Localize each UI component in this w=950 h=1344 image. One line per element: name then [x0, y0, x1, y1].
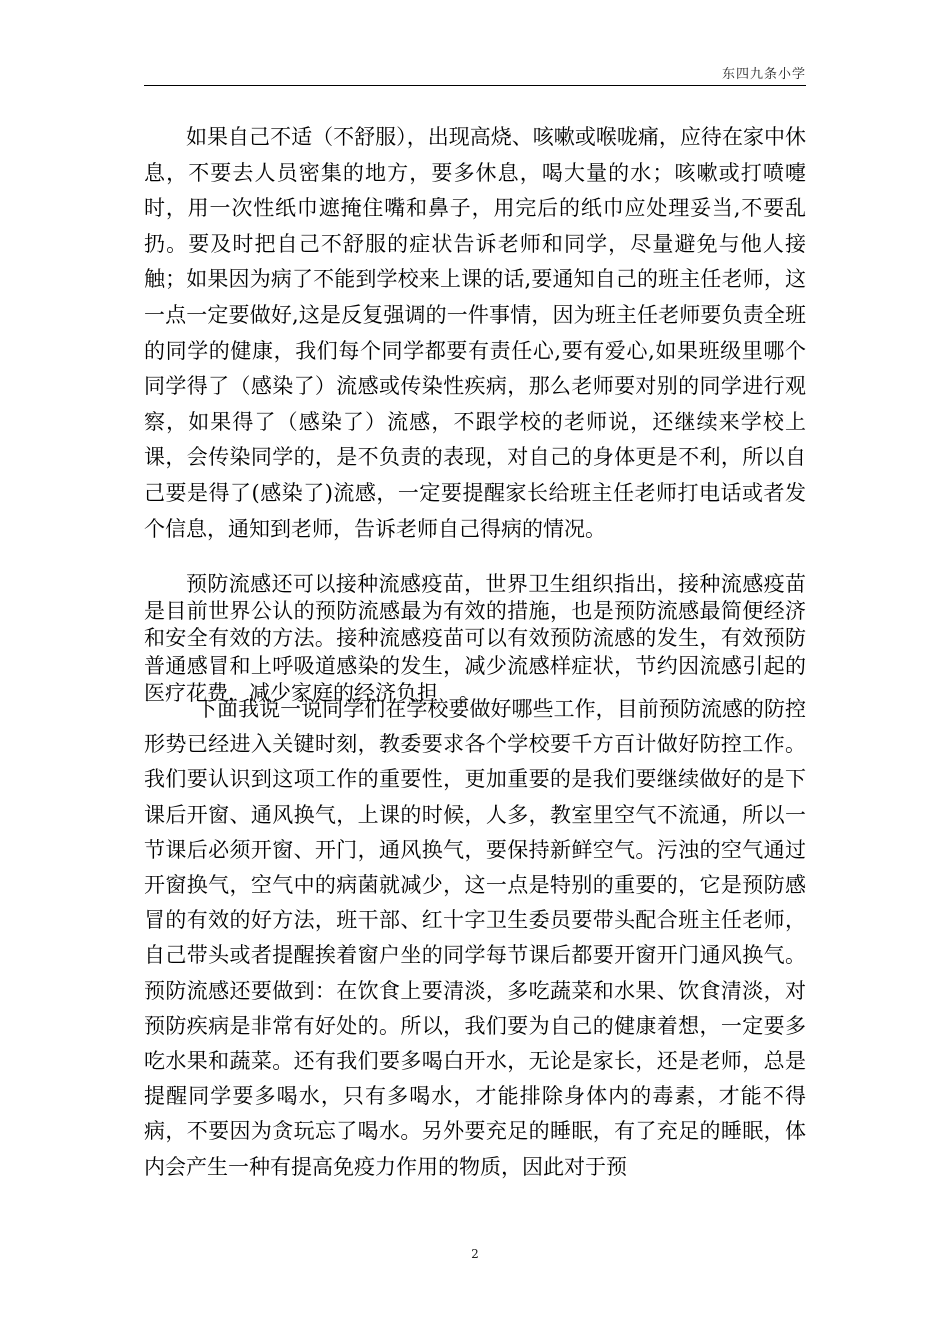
- header-rule: [144, 85, 806, 86]
- paragraph-flu-vaccine: 预防流感还可以接种流感疫苗，世界卫生组织指出，接种流感疫苗是目前世界公认的预防流感最为有效的措施，也是预防流感最简便经济和安全有效的方法。接种流感疫苗可以有效预防流感的发生，有效预防普通感冒和上呼吸道感染的发生，减少流感样症状，节约因流感引起的医疗花费，减少家庭的经济负担 。: [144, 572, 806, 705]
- page-number: 2: [471, 1247, 479, 1261]
- paragraph-school-prevention: 下面我说一说同学们在学校要做好哪些工作，目前预防流感的防控形势已经进入关键时刻，教委要求各个学校要千方百计做好防控工作。我们要认识到这项工作的重要性，更加重要的是我们要继续做好的是下课后开窗、通风换气，上课的时候，人多，教室里空气不流通，所以一节课后必须开窗、开门，通风换气，要保持新鲜空气。污浊的空气通过开窗换气，空气中的病菌就减少，这一点是特别的重要的，它是预防感冒的有效的好方法，班干部、红十字卫生委员要带头配合班主任老师，自己带头或者提醒挨着窗户坐的同学每节课后都要开窗开门通风换气。预防流感还要做到：在饮食上要清淡，多吃蔬菜和水果、饮食清淡，对预防疾病是非常有好处的。所以，我们要为自己的健康着想，一定要多吃水果和蔬菜。还有我们要多喝白开水，无论是家长，还是老师，总是提醒同学要多喝水，只有多喝水，才能排除身体内的毒素，才能不得病，不要因为贪玩忘了喝水。另外要充足的睡眠，有了充足的睡眠，体内会产生一种有提高免疫力作用的物质，因此对于预: [144, 697, 806, 1179]
- paragraph-sick-at-home: 如果自己不适（不舒服），出现高烧、咳嗽或喉咙痛，应待在家中休息，不要去人员密集的地方，要多休息，喝大量的水；咳嗽或打喷嚏时，用一次性纸巾遮掩住嘴和鼻子，用完后的纸巾应处理妥当,不要乱扔。要及时把自己不舒服的症状告诉老师和同学，尽量避免与他人接触；如果因为病了不能到学校来上课的话,要通知自己的班主任老师，这一点一定要做好,这是反复强调的一件事情，因为班主任老师要负责全班的同学的健康，我们每个同学都要有责任心,要有爱心,如果班级里哪个同学得了（感染了）流感或传染性疾病，那么老师要对别的同学进行观察，如果得了（感染了）流感，不跟学校的老师说，还继续来学校上课，会传染同学的，是不负责的表现，对自己的身体更是不利，所以自己要是得了(感染了)流感，一定要提醒家长给班主任老师打电话或者发个信息，通知到老师，告诉老师自己得病的情况。: [144, 125, 806, 541]
- header-school-name: 东四九条小学: [721, 67, 806, 82]
